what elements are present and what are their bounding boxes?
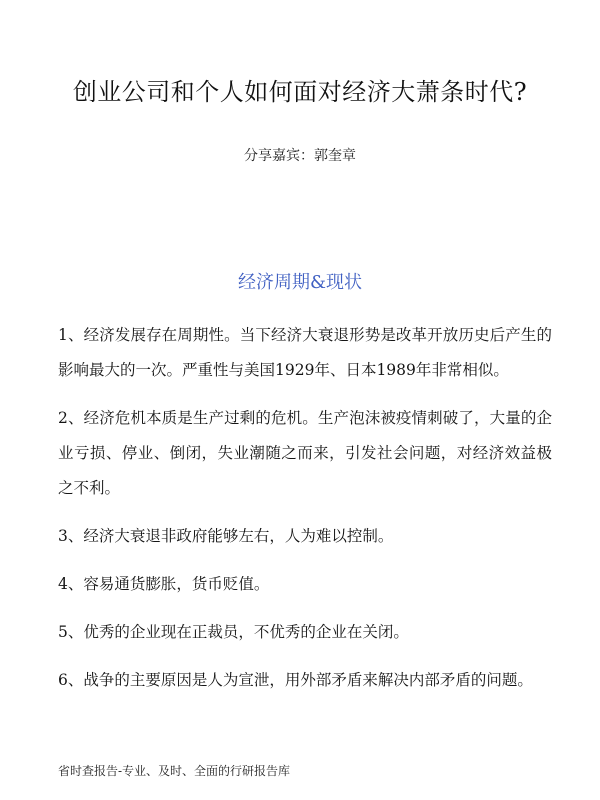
- paragraph-2: 2、经济危机本质是生产过剩的危机。生产泡沫被疫情刺破了，大量的企业亏损、停业、倒闭，失业潮随之而来，引发社会问题，对经济效益极之不利。: [58, 409, 552, 497]
- footer-text: 省时查报告-专业、及时、全面的行研报告库: [58, 764, 291, 778]
- paragraph-4: 4、容易通货膨胀，货币贬值。: [58, 575, 270, 593]
- paragraph-3: 3、经济大衰退非政府能够左右，人为难以控制。: [58, 527, 394, 545]
- paragraph-5: 5、优秀的企业现在正裁员，不优秀的企业在关闭。: [58, 623, 409, 641]
- paragraph-6: 6、战争的主要原因是人为宣泄，用外部矛盾来解决内部矛盾的问题。: [58, 671, 533, 689]
- article-body: [58, 318, 552, 711]
- paragraph-1: 1、经济发展存在周期性。当下经济大衰退形势是改革开放历史后产生的影响最大的一次。严重性与美国1929年、日本1989年非常相似。: [58, 326, 552, 379]
- page-title: 创业公司和个人如何面对经济大萧条时代?: [72, 78, 528, 106]
- speaker-line: 分享嘉宾：郭奎章: [244, 148, 356, 164]
- section-heading: 经济周期&现状: [237, 272, 363, 293]
